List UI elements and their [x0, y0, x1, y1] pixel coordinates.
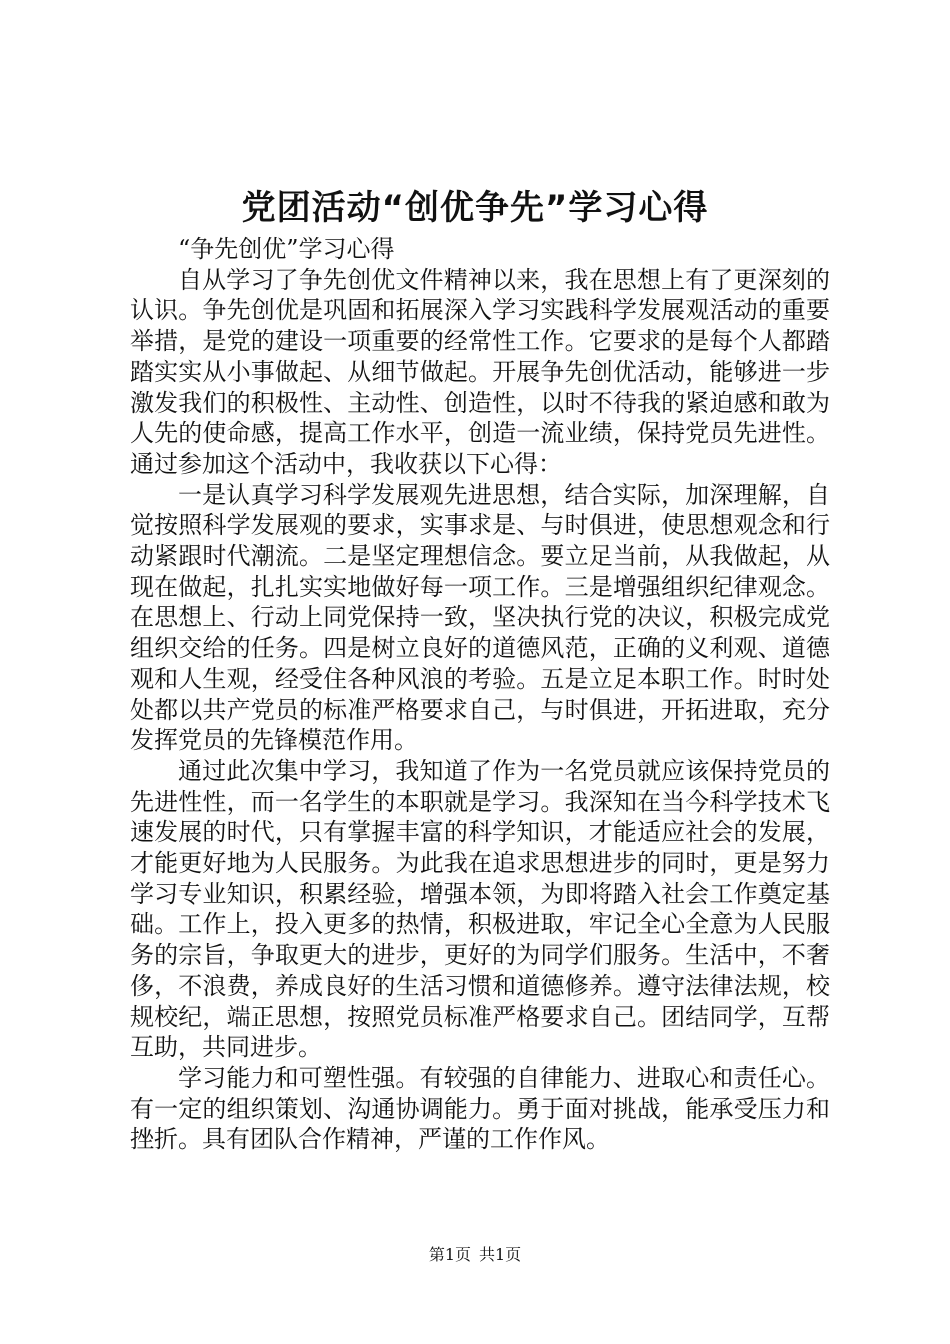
document-body [130, 234, 830, 1155]
body-paragraph: 学习能力和可塑性强。有较强的自律能力、进取心和责任心。有一定的组织策划、沟通协调能力。勇于面对挑战，能承受压力和挫折。具有团队合作精神，严谨的工作作风。 [130, 1063, 830, 1154]
body-paragraph: 一是认真学习科学发展观先进思想，结合实际，加深理解，自觉按照科学发展观的要求，实事求是、与时俱进，使思想观念和行动紧跟时代潮流。二是坚定理想信念。要立足当前，从我做起，从现在做起，扎扎实实地做好每一项工作。三是增强组织纪律观念。在思想上、行动上同党保持一致，坚决执行党的决议，积极完成党组织交给的任务。四是树立良好的道德风范，正确的义利观、道德观和人生观，经受住各种风浪的考验。五是立足本职工作。时时处处都以共产党员的标准严格要求自己，与时俱进，开拓进取，充分发挥党员的先锋模范作用。 [130, 480, 830, 755]
document-title: 党团活动“创优争先”学习心得 [241, 188, 709, 228]
page-number: 第1页 [428, 1245, 471, 1264]
page-total: 共1页 [479, 1245, 522, 1264]
body-paragraph: 自从学习了争先创优文件精神以来，我在思想上有了更深刻的认识。争先创优是巩固和拓展深入学习实践科学发展观活动的重要举措，是党的建设一项重要的经常性工作。它要求的是每个人都踏踏实实从小事做起、从细节做起。开展争先创优活动，能够进一步激发我们的积极性、主动性、创造性，以时不待我的紧迫感和敢为人先的使命感，提高工作水平，创造一流业绩，保持党员先进性。通过参加这个活动中，我收获以下心得： [130, 265, 830, 478]
subtitle-paragraph: “争先创优”学习心得 [178, 235, 395, 263]
page-footer [0, 1243, 950, 1267]
body-paragraph: 通过此次集中学习，我知道了作为一名党员就应该保持党员的先进性性，而一名学生的本职就是学习。我深知在当今科学技术飞速发展的时代，只有掌握丰富的科学知识，才能适应社会的发展，才能更好地为人民服务。为此我在追求思想进步的同时，更是努力学习专业知识，积累经验，增强本领，为即将踏入社会工作奠定基础。工作上，投入更多的热情，积极进取，牢记全心全意为人民服务的宗旨，争取更大的进步，更好的为同学们服务。生活中，不奢侈，不浪费，养成良好的生活习惯和道德修养。遵守法律法规，校规校纪，端正思想，按照党员标准严格要求自己。团结同学，互帮互助，共同进步。 [130, 756, 830, 1062]
